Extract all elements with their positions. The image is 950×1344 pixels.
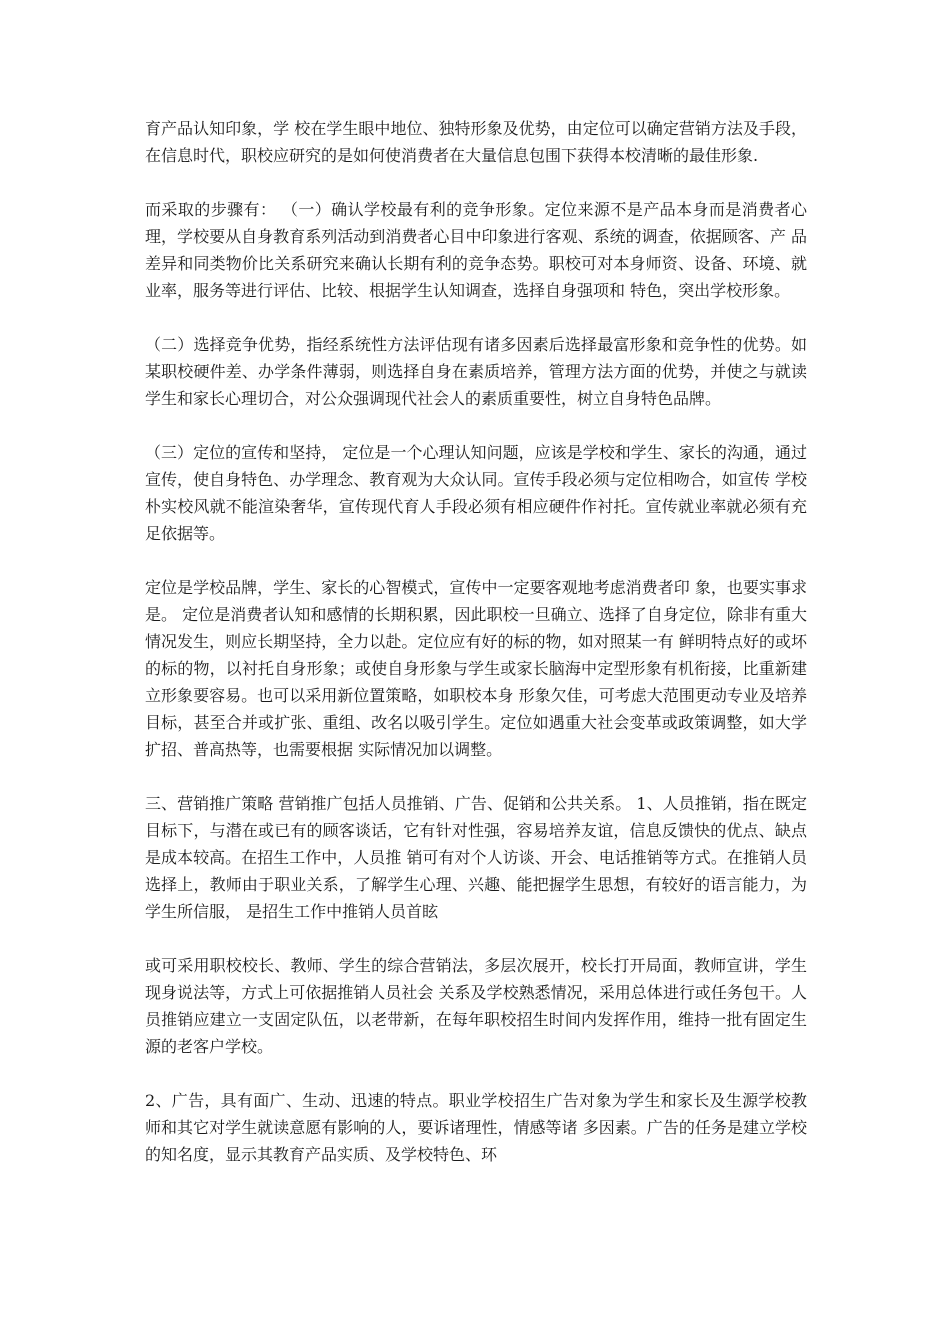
document-body <box>145 115 807 1195</box>
paragraph-4: （三）定位的宣传和坚持， 定位是一个心理认知问题，应该是学校和学生、家长的沟通，通过宣传，使自身特色、办学理念、教育观为大众认同。宣传手段必须与定位相吻合，如宣传 学校朴实校风就不能渲染奢华，宣传现代育人手段必须有相应硬件作衬托。宣传就业率就必须有充足依据等。 <box>145 443 807 543</box>
paragraph-6: 三、营销推广策略 营销推广包括人员推销、广告、促销和公共关系。 1、人员推销，指在既定目标下，与潜在或已有的顾客谈话，它有针对性强，容易培养友谊，信息反馈快的优点、缺点是成本较高。在招生工作中，人员推 销可有对个人访谈、开会、电话推销等方式。在推销人员选择上，教师由于职业关系，了解学生心理、兴趣、能把握学生思想，有较好的语言能力，为学生所信服， 是招生工作中推销人员首眩 <box>145 794 807 921</box>
paragraph-8: 2、广告，具有面广、生动、迅速的特点。职业学校招生广告对象为学生和家长及生源学校教师和其它对学生就读意愿有影响的人，要诉诸理性，情感等诸 多因素。广告的任务是建立学校的知名度，显示其教育产品实质、及学校特色、环 <box>145 1091 807 1164</box>
paragraph-1: 育产品认知印象，学 校在学生眼中地位、独特形象及优势，由定位可以确定营销方法及手段，在信息时代，职校应研究的是如何使消费者在大量信息包围下获得本校清晰的最佳形象. <box>145 119 807 165</box>
paragraph-2: 而采取的步骤有： （一）确认学校最有利的竞争形象。定位来源不是产品本身而是消费者心理，学校要从自身教育系列活动到消费者心目中印象进行客观、系统的调查，依据顾客、产 品差异和同类物价比关系研究来确认长期有利的竞争态势。职校可对本身师资、设备、环境、就业率，服务等进行评估、比较、根据学生认知调查，选择自身强项和 特色，突出学校形象。 <box>145 200 807 300</box>
paragraph-3: （二）选择竞争优势，指经系统性方法评估现有诸多因素后选择最富形象和竞争性的优势。如某职校硬件差、办学条件薄弱，则选择自身在素质培养，管理方法方面的优势，并使之与就读学生和家长心理切合，对公众强调现代社会人的素质重要性，树立自身特色品牌。 <box>145 335 807 408</box>
paragraph-5: 定位是学校品牌，学生、家长的心智模式，宣传中一定要客观地考虑消费者印 象，也要实事求是。 定位是消费者认知和感情的长期积累，因此职校一旦确立、选择了自身定位，除非有重大情况发生，则应长期坚持，全力以赴。定位应有好的标的物，如对照某一有 鲜明特点好的或坏的标的物，以衬托自身形象；或使自身形象与学生或家长脑海中定型形象有机衔接，比重新建立形象要容易。也可以采用新位置策略，如职校本身 形象欠佳，可考虑大范围更动专业及培养目标，甚至合并或扩张、重组、改名以吸引学生。定位如遇重大社会变革或政策调整，如大学扩招、普高热等，也需要根据 实际情况加以调整。 <box>145 578 807 759</box>
paragraph-7: 或可采用职校校长、教师、学生的综合营销法，多层次展开，校长打开局面，教师宣讲，学生现身说法等，方式上可依据推销人员社会 关系及学校熟悉情况，采用总体进行或任务包干。人员推销应建立一支固定队伍，以老带新，在每年职校招生时间内发挥作用，维持一批有固定生源的老客户学校。 <box>145 956 807 1056</box>
